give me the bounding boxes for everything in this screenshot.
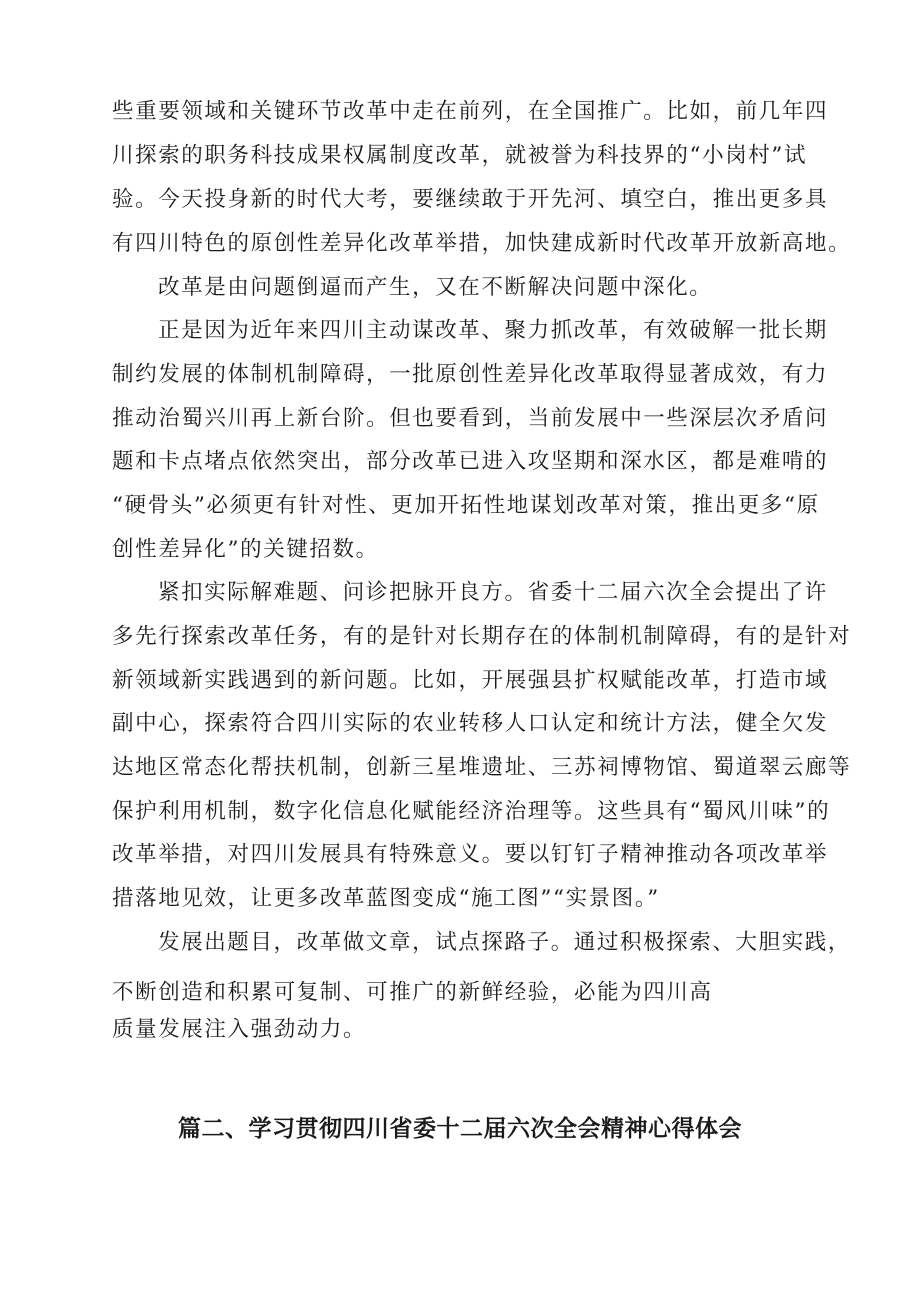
paragraph-4-line-8: 措落地见效，让更多改革蓝图变成“施工图”“实景图。”: [112, 886, 660, 911]
paragraph-4-line-1: 紧扣实际解难题、问诊把脉开良方。省委十二届六次全会提出了许: [158, 580, 828, 605]
paragraph-4-line-6: 保护利用机制，数字化信息化赋能经济治理等。这些具有“蜀风川味”的: [112, 799, 831, 824]
paragraph-3-line-6: 创性差异化”的关键招数。: [112, 537, 379, 562]
paragraph-2-line-1: 改革是由问题倒逼而产生，又在不断解决问题中深化。: [158, 275, 713, 300]
paragraph-4-line-5: 达地区常态化帮扶机制，创新三星堆遗址、三苏祠博物馆、蜀道翠云廊等: [112, 755, 852, 780]
paragraph-3-line-2: 制约发展的体制机制障碍，一批原创性差异化改革取得显著成效，有力: [112, 362, 829, 387]
paragraph-1-line-2: 川探索的职务科技成果权属制度改革，就被誉为科技界的“小岗村”试: [112, 143, 808, 168]
paragraph-5-line-2: 不断创造和积累可复制、可推广的新鲜经验，必能为四川高: [112, 980, 713, 1005]
paragraph-5-line-1: 发展出题目，改革做文章，试点探路子。通过积极探索、大胆实践，: [158, 930, 852, 955]
paragraph-1-line-1: 些重要领域和关键环节改革中走在前列，在全国推广。比如，前几年四: [112, 99, 829, 124]
paragraph-1-line-3: 验。今天投身新的时代大考，要继续敢于开先河、填空白，推出更多具: [112, 187, 829, 212]
paragraph-1-line-4: 有四川特色的原创性差异化改革举措，加快建成新时代改革开放新高地。: [112, 231, 852, 256]
paragraph-3-line-3: 推动治蜀兴川再上新台阶。但也要看到，当前发展中一些深层次矛盾问: [112, 406, 829, 431]
paragraph-3-line-1: 正是因为近年来四川主动谋改革、聚力抓改革，有效破解一批长期: [158, 318, 828, 343]
paragraph-3-line-4: 题和卡点堵点依然突出，部分改革已进入攻坚期和深水区，都是难啃的: [112, 449, 829, 474]
paragraph-4-line-2: 多先行探索改革任务，有的是针对长期存在的体制机制障碍，有的是针对: [112, 624, 852, 649]
paragraph-3-line-5: “硬骨头”必须更有针对性、更加开拓性地谋划改革对策，推出更多“原: [112, 493, 820, 518]
paragraph-5-line-3: 质量发展注入强劲动力。: [112, 1017, 367, 1042]
paragraph-4-line-4: 副中心，探索符合四川实际的农业转移人口认定和统计方法，健全欠发: [112, 711, 829, 736]
section-heading: 篇二、学习贯彻四川省委十二届六次全会精神心得体会: [178, 1116, 742, 1142]
paragraph-4-line-7: 改革举措，对四川发展具有特殊意义。要以钉钉子精神推动各项改革举: [112, 842, 829, 867]
paragraph-4-line-3: 新领域新实践遇到的新问题。比如，开展强县扩权赋能改革，打造市域: [112, 668, 829, 693]
